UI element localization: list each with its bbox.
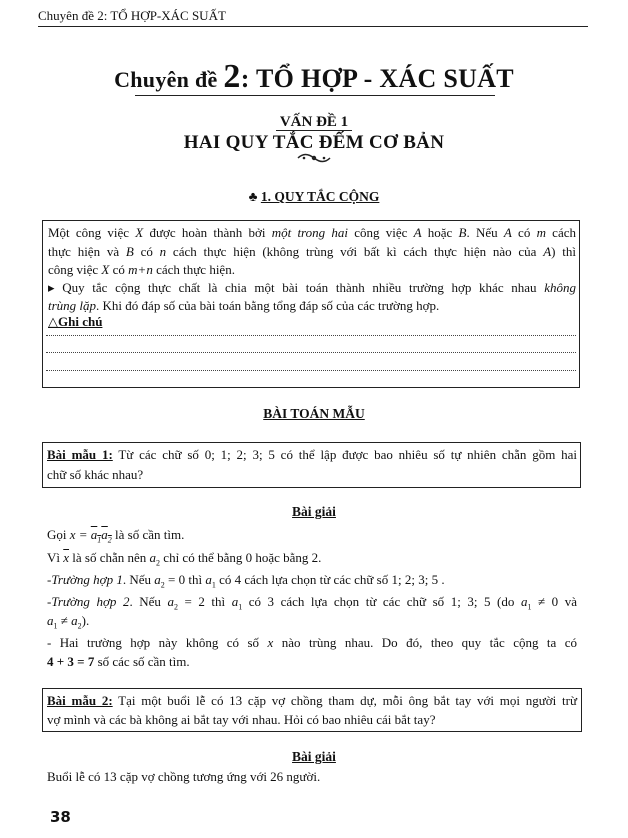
ornament-icon — [296, 153, 332, 163]
solution-line-3: -Trường hợp 1. Nếu $a_2 = 0$ thì $a_1$ có 4 cách lựa chọn từ các chữ số 1; 2; 3; 5 . — [47, 572, 445, 590]
rule-line-4: ▸ Quy tắc cộng thực chất là chia một bài toán thành nhiều trường hợp khác nhau không — [48, 280, 576, 295]
chapter-number: 2 — [223, 58, 241, 95]
note-line — [46, 352, 576, 353]
chapter-prefix: Chuyên đề — [114, 67, 224, 92]
example-2-line-2: vợ mình và các bà không ai bắt tay với nhau. Hỏi có bao nhiêu cái bắt tay? — [47, 712, 436, 727]
section-title: 1. QUY TẮC CỘNG — [260, 189, 380, 204]
note-line — [46, 335, 576, 336]
title-underline — [135, 95, 495, 96]
solution-line-2: Vì $\overline{x}$ là số chẵn nên $a_2$ chỉ có thể bằng 0 hoặc bằng 2. — [47, 550, 322, 568]
solution-2-heading: Bài giải — [292, 749, 336, 764]
problem-title: HAI QUY TẮC ĐẾM CƠ BẢN — [183, 132, 445, 153]
chapter-title-text: : TỔ HỢP - XÁC SUẤT — [240, 64, 514, 93]
running-header — [38, 6, 588, 27]
running-header-text: Chuyên đề 2: TỔ HỢP-XÁC SUẤT — [38, 8, 226, 23]
rule-line-3: công việc X có m+n cách thực hiện. — [48, 262, 235, 277]
solution-line-7: 4 + 3 = 7 số các số cần tìm. — [47, 654, 190, 669]
example-2-line-1: Bài mẫu 2: Tại một buổi lễ có 13 cặp vợ chồng tham dự, mỗi ông bắt tay với mọi người trừ — [47, 693, 577, 708]
problem-number: VẤN ĐỀ 1 — [0, 114, 628, 131]
club-bullet-icon: ♣ — [248, 189, 258, 204]
examples-heading: BÀI TOÁN MẪU — [263, 406, 365, 421]
solution-line-5: $a_1 \ne a_2$). — [47, 613, 90, 631]
triangle-icon: △ — [48, 314, 58, 329]
rule-line-2: thực hiện và B có n cách thực hiện (không trùng với bất kì cách thực hiện nào của A) thì — [48, 244, 576, 259]
section-heading — [0, 189, 628, 205]
solution-heading: Bài giải — [292, 504, 336, 519]
page-number: 38 — [50, 808, 71, 826]
rule-line-5: trùng lặp. Khi đó đáp số của bài toán bằng tổng đáp số của các trường hợp. — [48, 298, 440, 313]
example-1-line-2: chữ số khác nhau? — [47, 467, 144, 482]
note-line — [46, 370, 576, 371]
solution-line-6: - Hai trường hợp này không có số x nào trùng nhau. Do đó, theo quy tắc cộng ta có — [47, 635, 577, 650]
solution-line-4: -Trường hợp 2. Nếu $a_2 = 2$ thì $a_1$ có 3 cách lựa chọn từ các chữ số 1; 3; 5 (do $a_1 \ne 0$ và — [47, 594, 577, 612]
example-1-line-1: Bài mẫu 1: Từ các chữ số 0; 1; 2; 3; 5 có thể lập được bao nhiêu số tự nhiên chẵn gồm hai — [47, 447, 578, 462]
note-label: △Ghi chú — [48, 314, 103, 329]
chapter-title — [0, 58, 628, 96]
rule-line-1: Một công việc X được hoàn thành bởi một trong hai công việc A hoặc B. Nếu A có m cách — [48, 225, 576, 240]
solution-line-1: Gọi $x = a_1a_2$ là số cần tìm. — [47, 527, 185, 545]
solution-2-line-1: Buổi lễ có 13 cặp vợ chồng tương ứng với 26 người. — [47, 769, 321, 784]
